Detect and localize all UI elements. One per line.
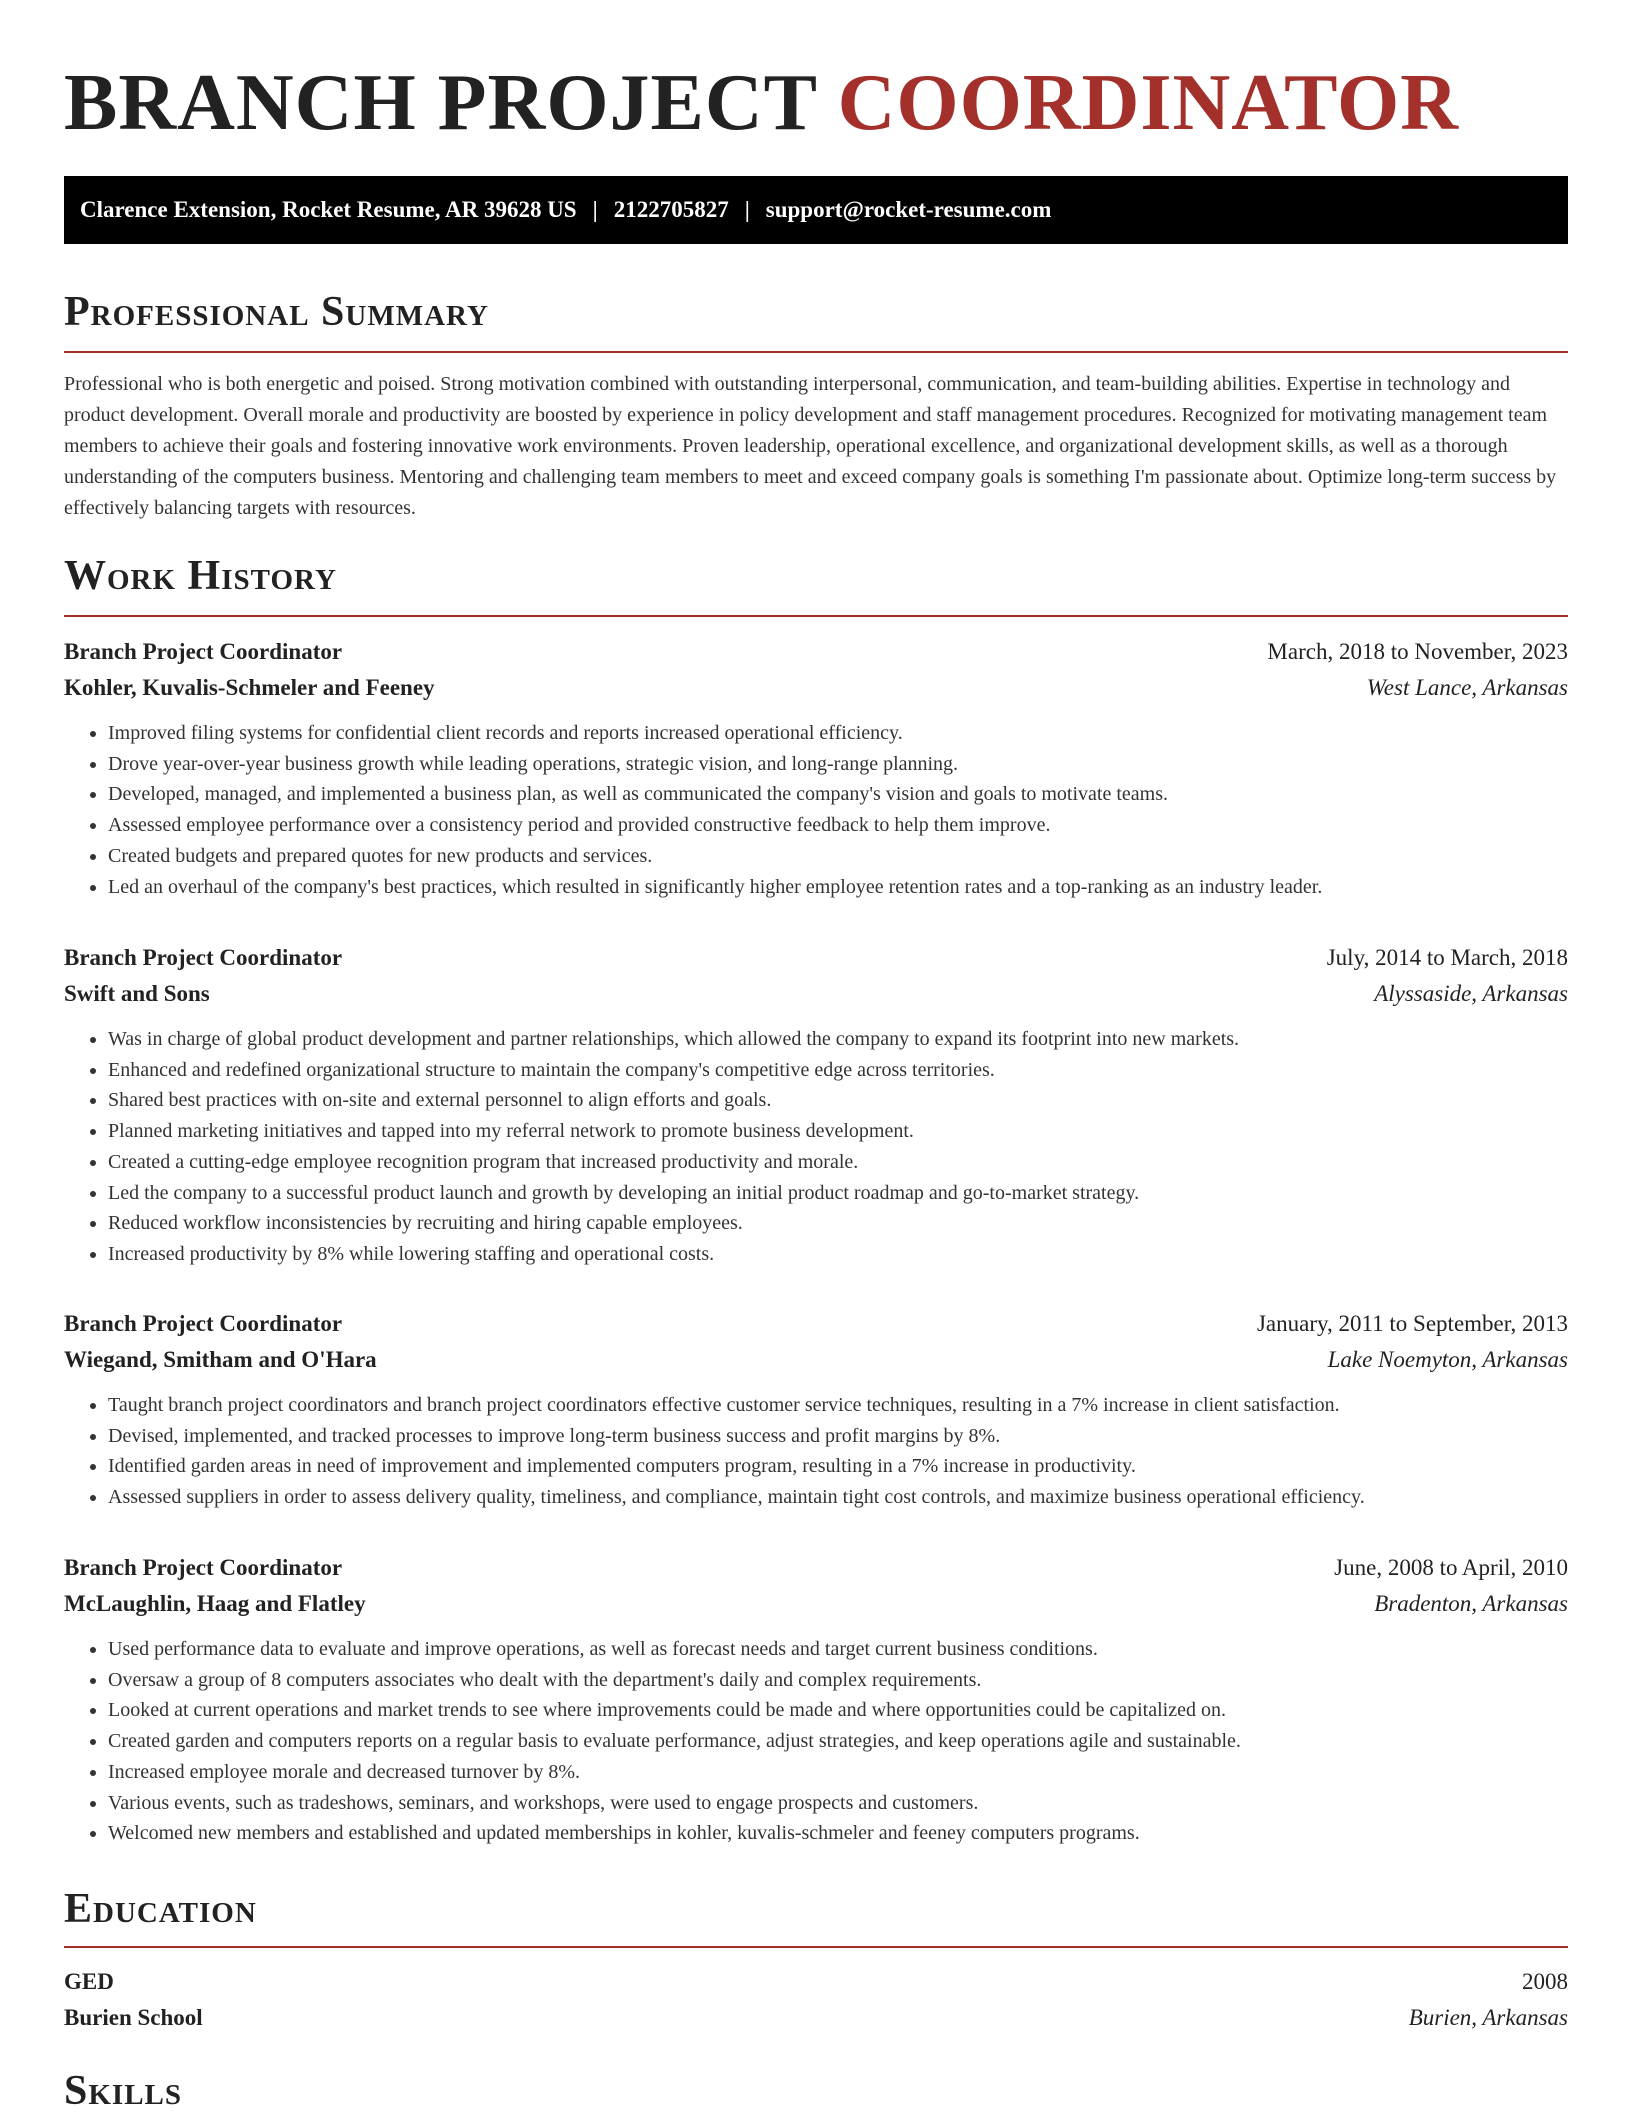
job-bullet: • Assessed suppliers in order to assess delivery quality, timeliness, and compliance, maintain tight cost controls, and maximize business operational efficiency. [108, 1482, 1568, 1513]
job-bullet: • Devised, implemented, and tracked processes to improve long-term business success and profit margins by 8%. [108, 1421, 1568, 1452]
job-bullet: • Increased productivity by 8% while lowering staffing and operational costs. [108, 1239, 1568, 1270]
job-dates: July, 2014 to March, 2018 [1326, 945, 1568, 970]
summary-divider [64, 351, 1568, 353]
skills-heading: Skills [64, 2068, 183, 2114]
title-part2: COORDINATOR [837, 59, 1460, 147]
job-bullet: • Drove year-over-year business growth while leading operations, strategic vision, and long-range planning. [108, 749, 1568, 780]
education-year: 2008 [1522, 1969, 1568, 1994]
job-bullet: • Led the company to a successful product launch and growth by developing an initial product roadmap and go-to-market strategy. [108, 1178, 1568, 1209]
job-bullet: • Planned marketing initiatives and tapped into my referral network to promote business development. [108, 1116, 1568, 1147]
job-company: McLaughlin, Haag and Flatley [64, 1591, 366, 1616]
contact-phone: 2122705827 [613, 197, 729, 222]
job-bullet: • Created a cutting-edge employee recognition program that increased productivity and morale. [108, 1147, 1568, 1178]
job-bullet: • Welcomed new members and established and updated memberships in kohler, kuvalis-schmeler and feeney computers programs. [108, 1818, 1568, 1849]
job-bullet: • Assessed employee performance over a consistency period and provided constructive feedback to help them improve. [108, 810, 1568, 841]
job-bullet: • Created garden and computers reports on a regular basis to evaluate performance, adjust strategies, and keep operations agile and sustainable. [108, 1726, 1568, 1757]
work-heading: Work History [64, 553, 337, 599]
job-bullet: • Used performance data to evaluate and improve operations, as well as forecast needs and target current business conditions. [108, 1634, 1568, 1665]
education-entry [64, 1964, 1568, 2036]
education-location: Burien, Arkansas [1408, 2005, 1568, 2030]
job-bullet: • Created budgets and prepared quotes for new products and services. [108, 841, 1568, 872]
job-company: Kohler, Kuvalis-Schmeler and Feeney [64, 675, 435, 700]
job-bullet: • Was in charge of global product development and partner relationships, which allowed the company to expand its footprint into new markets. [108, 1024, 1568, 1055]
job-bullet: • Identified garden areas in need of improvement and implemented computers program, resulting in a 7% increase in productivity. [108, 1451, 1568, 1482]
job-entry [64, 1550, 1568, 1849]
job-title: Branch Project Coordinator [64, 1555, 343, 1580]
job-title: Branch Project Coordinator [64, 1311, 343, 1336]
job-bullet: • Developed, managed, and implemented a business plan, as well as communicated the company's vision and goals to motivate teams. [108, 779, 1568, 810]
job-location: Lake Noemyton, Arkansas [1327, 1347, 1568, 1372]
job-dates: March, 2018 to November, 2023 [1267, 639, 1568, 664]
job-bullets [64, 1024, 1568, 1270]
job-bullet: • Led an overhaul of the company's best practices, which resulted in significantly higher employee retention rates and a top-ranking as an industry leader. [108, 872, 1568, 903]
education-degree: GED [64, 1969, 114, 1994]
contact-address: Clarence Extension, Rocket Resume, AR 39628 US [80, 197, 577, 222]
job-title: Branch Project Coordinator [64, 639, 343, 664]
education-divider [64, 1946, 1568, 1948]
job-entry [64, 940, 1568, 1270]
job-bullet: • Improved filing systems for confidential client records and reports increased operational efficiency. [108, 718, 1568, 749]
job-company: Swift and Sons [64, 981, 210, 1006]
job-dates: June, 2008 to April, 2010 [1334, 1555, 1568, 1580]
resume-title [64, 58, 1459, 148]
title-part1: BRANCH PROJECT [64, 59, 817, 147]
summary-heading: Professional Summary [64, 289, 489, 335]
work-divider [64, 615, 1568, 617]
job-bullet: • Oversaw a group of 8 computers associates who dealt with the department's daily and complex requirements. [108, 1665, 1568, 1696]
contact-separator: | [592, 197, 598, 222]
contact-bar [64, 176, 1568, 244]
job-bullet: • Taught branch project coordinators and branch project coordinators effective customer service techniques, resulting in a 7% increase in client satisfaction. [108, 1390, 1568, 1421]
contact-email: support@rocket-resume.com [765, 197, 1052, 222]
job-location: Bradenton, Arkansas [1374, 1591, 1568, 1616]
job-bullets [64, 1390, 1568, 1513]
job-bullet: • Shared best practices with on-site and external personnel to align efforts and goals. [108, 1085, 1568, 1116]
job-bullet: • Enhanced and redefined organizational structure to maintain the company's competitive edge across territories. [108, 1055, 1568, 1086]
summary-text: Professional who is both energetic and poised. Strong motivation combined with outstanding interpersonal, communication, and team-building abilities. Expertise in technology and product development. Overall morale and productivity are boosted by experience in policy development and staff management procedures. Recognized for motivating management team members to achieve their goals and fostering innovative work environments. Proven leadership, operational excellence, and organizational development skills, as well as a thorough understanding of the computers business. Mentoring and challenging team members to meet and exceed company goals is something I'm passionate about. Optimize long-term success by effectively balancing targets with resources. [64, 373, 1557, 519]
education-heading: Education [64, 1886, 257, 1932]
job-title: Branch Project Coordinator [64, 945, 343, 970]
job-bullets [64, 1634, 1568, 1849]
job-location: West Lance, Arkansas [1366, 675, 1568, 700]
job-dates: January, 2011 to September, 2013 [1256, 1311, 1568, 1336]
job-bullets [64, 718, 1568, 902]
job-entry [64, 634, 1568, 902]
job-bullet: • Increased employee morale and decreased turnover by 8%. [108, 1757, 1568, 1788]
education-school: Burien School [64, 2005, 203, 2030]
job-location: Alyssaside, Arkansas [1374, 981, 1568, 1006]
job-bullet: • Various events, such as tradeshows, seminars, and workshops, were used to engage prospects and customers. [108, 1788, 1568, 1819]
job-bullet: • Looked at current operations and market trends to see where improvements could be made and where opportunities could be capitalized on. [108, 1695, 1568, 1726]
contact-separator: | [744, 197, 750, 222]
job-company: Wiegand, Smitham and O'Hara [64, 1347, 377, 1372]
job-bullet: • Reduced workflow inconsistencies by recruiting and hiring capable employees. [108, 1208, 1568, 1239]
job-entry [64, 1306, 1568, 1513]
